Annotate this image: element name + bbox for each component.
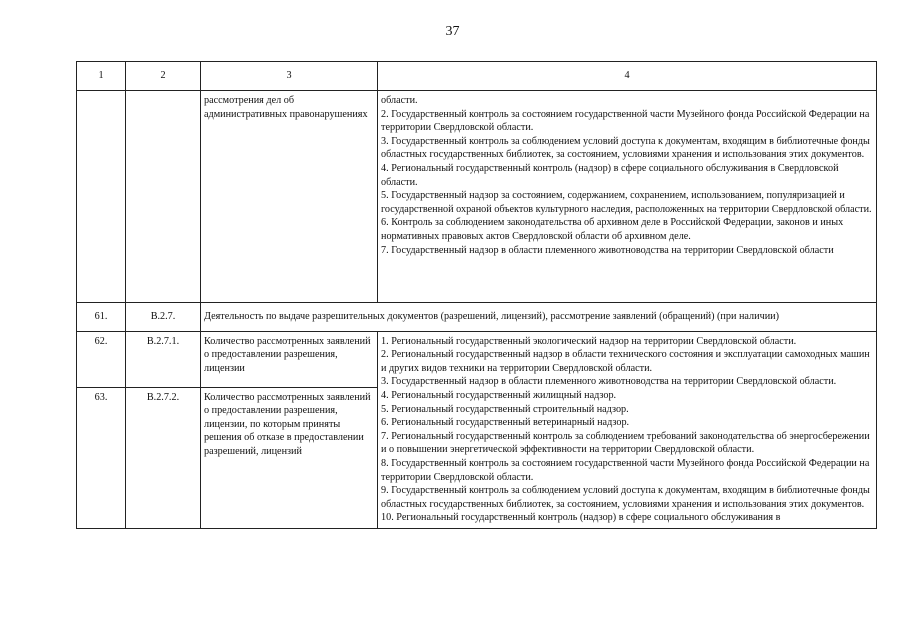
row-description-cell: Количество рассмотренных заявлений о предоставлении разрешения, лицензии: [201, 331, 378, 387]
list-item: 8. Государственный контроль за состоянием государственной части Музейного фонда Российской Федерации на территории Свердловской области.: [381, 457, 870, 483]
table-row-continued: [77, 91, 877, 303]
list-item: 3. Государственный контроль за соблюдением условий доступа к документам, входящим в библиотечные фонды областных государственных библиотек, за состоянием, условиями хранения и использования этих документов.: [381, 135, 870, 161]
section-title-cell: Деятельность по выдаче разрешительных документов (разрешений, лицензий), рассмотрение заявлений (обращений) (при наличии): [201, 303, 877, 332]
list-item: области.: [381, 95, 418, 106]
header-col-1: 1: [77, 62, 126, 91]
row-code-cell: В.2.7.2.: [126, 387, 201, 528]
list-item: 6. Контроль за соблюдением законодательства об архивном деле в Российской Федерации, законов и иных нормативных правовых актов Свердловской области об архивном деле.: [381, 217, 844, 242]
list-item: 9. Государственный контроль за соблюдением условий доступа к документам, входящим в библиотечные фонды областных государственных библиотек, за состоянием, условиями хранения и использования этих документов.: [381, 485, 870, 510]
shared-items-cell: [378, 331, 877, 528]
list-item: 4. Региональный государственный контроль (надзор) в сфере социального обслуживания в Свердловской области.: [381, 162, 839, 188]
row-items-cell: [378, 91, 877, 303]
header-col-4: 4: [378, 62, 877, 91]
row-number-cell: [77, 91, 126, 303]
list-item: 7. Государственный надзор в области племенного животноводства на территории Свердловской области: [381, 244, 834, 256]
table-row-62: [77, 331, 877, 387]
row-code-cell: В.2.7.1.: [126, 331, 201, 387]
list-item: 7. Региональный государственный контроль за соблюдением требований законодательства об энергосбережении и о повышении энергетической эффективности на территории Свердловской области.: [381, 430, 870, 456]
row-number-cell: 61.: [77, 303, 126, 332]
list-item: 3. Государственный надзор в области племенного животноводства на территории Свердловской области.: [381, 376, 837, 388]
table-header-row: [77, 62, 877, 91]
indicator-table: [76, 61, 877, 529]
row-description-cell: рассмотрения дел об административных правонарушениях: [201, 91, 378, 303]
list-item: 4. Региональный государственный жилищный надзор.: [381, 389, 617, 401]
row-description-cell: Количество рассмотренных заявлений о предоставлении разрешения, лицензии, по которым приняты решения об отказе в предоставлении разрешений, лицензий: [201, 387, 378, 528]
list-item: 5. Государственный надзор за состоянием, содержанием, сохранением, использованием, популяризацией и государственной охраной объектов культурного наследия, расположенных на территории Свердловской области.: [381, 190, 872, 215]
page-number: 37: [445, 24, 460, 39]
row-code-cell: [126, 91, 201, 303]
list-item: 10. Региональный государственный контроль (надзор) в сфере социального обслуживания в: [381, 512, 781, 524]
table-row-section-61: [77, 303, 877, 332]
row-code-cell: В.2.7.: [126, 303, 201, 332]
list-item: 6. Региональный государственный ветеринарный надзор.: [381, 417, 630, 429]
list-item: 2. Государственный контроль за состоянием государственной части Музейного фонда Российской Федерации на территории Свердловской области.: [381, 108, 870, 134]
header-col-3: 3: [201, 62, 378, 91]
header-col-2: 2: [126, 62, 201, 91]
row-number-cell: 63.: [77, 387, 126, 528]
row-number-cell: 62.: [77, 331, 126, 387]
list-item: 2. Региональный государственный надзор в области технического состояния и эксплуатации самоходных машин и других видов техники на территории Свердловской области.: [381, 349, 870, 374]
list-item: 1. Региональный государственный экологический надзор на территории Свердловской области.: [381, 335, 797, 347]
list-item: 5. Региональный государственный строительный надзор.: [381, 403, 629, 415]
